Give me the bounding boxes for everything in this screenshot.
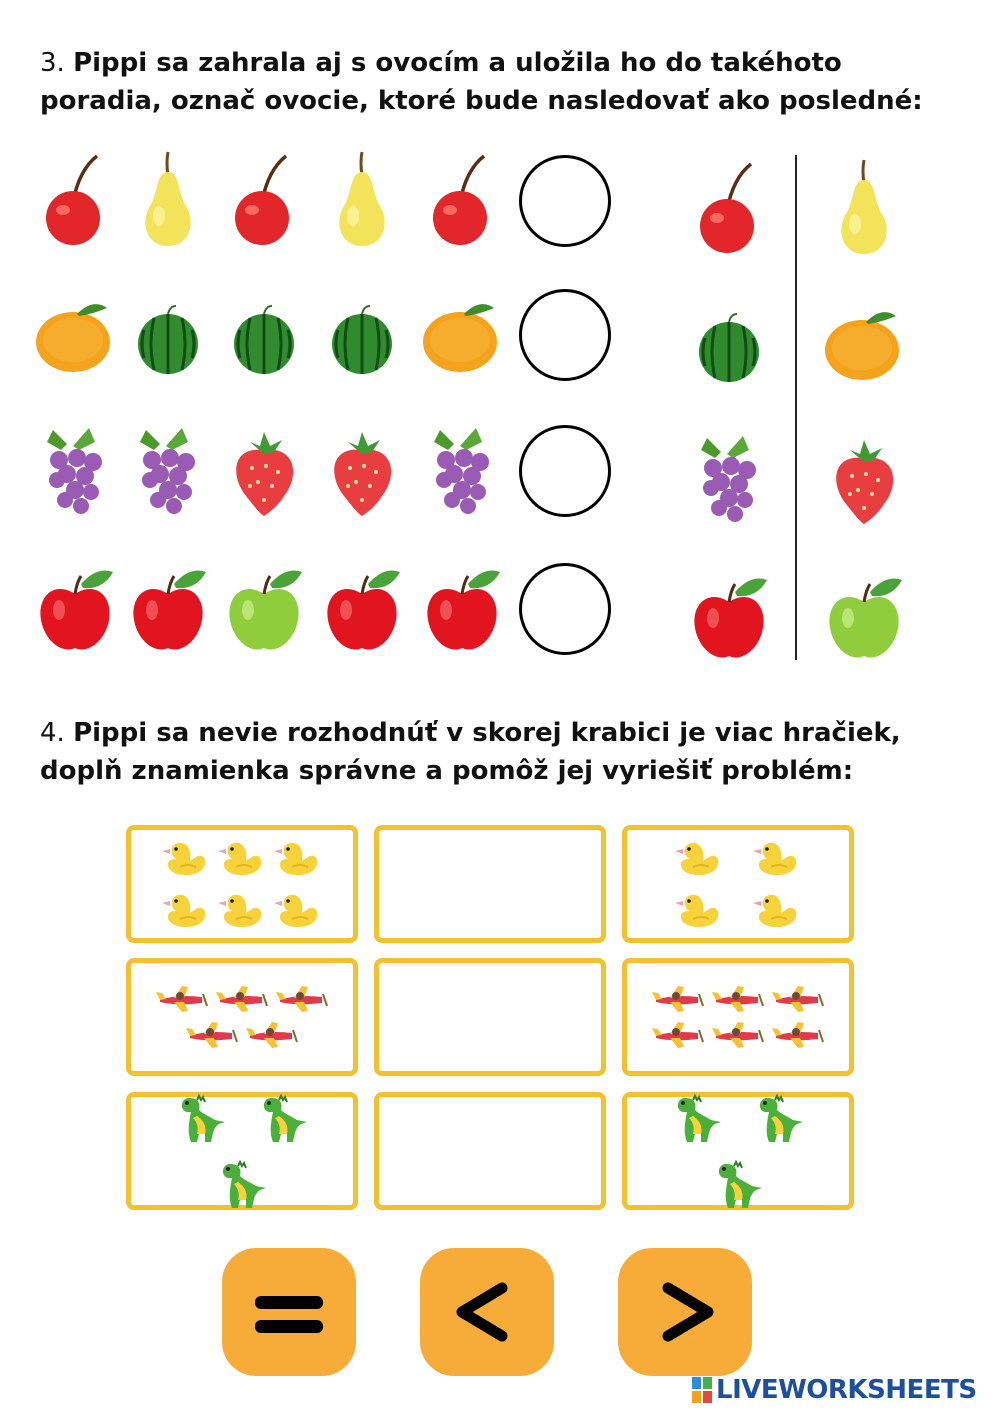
answer-circle-row-2[interactable]: [519, 289, 611, 381]
question-4-number: 4.: [40, 718, 65, 748]
green-apple-icon: [222, 558, 306, 658]
duck-toy-icon: [218, 887, 266, 937]
greater-than-sign-button[interactable]: [618, 1248, 752, 1376]
red-apple-icon: [126, 558, 210, 658]
dinosaur-toy-icon: [671, 1088, 723, 1152]
airplane-toy-icon: [772, 984, 824, 1018]
less-than-sign-button[interactable]: [420, 1248, 554, 1376]
duck-toy-icon: [274, 887, 322, 937]
pear-icon: [126, 150, 210, 250]
red-apple-icon: [420, 558, 504, 658]
strawberry-icon: [320, 420, 404, 520]
right-toy-box-row-2: [622, 958, 854, 1076]
question-4-text: [40, 714, 970, 790]
duck-toy-icon: [162, 835, 210, 885]
duck-toy-icon: [753, 887, 801, 937]
equals-sign-button[interactable]: [222, 1248, 356, 1376]
airplane-toy-icon: [652, 984, 704, 1018]
left-toy-box-row-1: [126, 825, 358, 943]
duck-toy-icon: [162, 887, 210, 937]
answer-circle-row-3[interactable]: [519, 425, 611, 517]
brand-name: LIVEWORKSHEETS: [716, 1375, 977, 1405]
answer-circle-row-4[interactable]: [519, 563, 611, 655]
option-red-apple-icon[interactable]: [687, 566, 771, 666]
red-apple-icon: [33, 558, 117, 658]
grapes-icon: [126, 420, 210, 520]
dinosaur-toy-icon: [712, 1154, 764, 1218]
option-strawberry-icon[interactable]: [822, 428, 906, 528]
option-watermelon-icon[interactable]: [687, 292, 771, 392]
option-cherry-icon[interactable]: [687, 158, 771, 258]
airplane-toy-icon: [186, 1020, 238, 1054]
dinosaur-toy-icon: [216, 1154, 268, 1218]
left-toy-box-row-2: [126, 958, 358, 1076]
option-green-apple-icon[interactable]: [822, 566, 906, 666]
dinosaur-toy-icon: [175, 1088, 227, 1152]
less-than-icon: [420, 1248, 554, 1376]
question-3-number: 3.: [40, 48, 65, 78]
dinosaur-toy-icon: [753, 1088, 805, 1152]
sign-drop-box-row-2[interactable]: [374, 958, 606, 1076]
airplane-toy-icon: [216, 984, 268, 1018]
duck-toy-icon: [274, 835, 322, 885]
cherry-icon: [222, 150, 306, 250]
airplane-toy-icon: [276, 984, 328, 1018]
cherry-icon: [33, 150, 117, 250]
liveworksheets-logo: [692, 1374, 977, 1406]
airplane-toy-icon: [246, 1020, 298, 1054]
right-toy-box-row-1: [622, 825, 854, 943]
grapes-icon: [33, 420, 117, 520]
option-pear-icon[interactable]: [822, 158, 906, 258]
sign-drop-box-row-3[interactable]: [374, 1092, 606, 1210]
orange-icon: [420, 284, 504, 384]
pear-icon: [320, 150, 404, 250]
sign-drop-box-row-1[interactable]: [374, 825, 606, 943]
duck-toy-icon: [675, 835, 723, 885]
airplane-toy-icon: [156, 984, 208, 1018]
orange-icon: [33, 284, 117, 384]
watermelon-icon: [320, 284, 404, 384]
duck-toy-icon: [218, 835, 266, 885]
left-toy-box-row-3: [126, 1092, 358, 1210]
grapes-icon: [420, 420, 504, 520]
duck-toy-icon: [675, 887, 723, 937]
equals-icon: [222, 1248, 356, 1376]
watermelon-icon: [126, 284, 210, 384]
cherry-icon: [420, 150, 504, 250]
red-apple-icon: [320, 558, 404, 658]
question-3-prompt: Pippi sa zahrala aj s ovocím a uložila ho do takéhoto poradia, označ ovocie, ktoré bude nasledovať ako posledné:: [40, 48, 923, 116]
option-grapes-icon[interactable]: [687, 428, 771, 528]
strawberry-icon: [222, 420, 306, 520]
question-4-prompt: Pippi sa nevie rozhodnúť v skorej krabici je viac hračiek, doplň znamienka správne a pomôž jej vyriešiť problém:: [40, 718, 901, 786]
question-3-text: [40, 44, 970, 120]
airplane-toy-icon: [712, 984, 764, 1018]
duck-toy-icon: [753, 835, 801, 885]
options-divider: [795, 155, 797, 660]
airplane-toy-icon: [652, 1020, 704, 1054]
right-toy-box-row-3: [622, 1092, 854, 1210]
greater-than-icon: [618, 1248, 752, 1376]
airplane-toy-icon: [772, 1020, 824, 1054]
airplane-toy-icon: [712, 1020, 764, 1054]
option-orange-icon[interactable]: [822, 292, 906, 392]
watermelon-icon: [222, 284, 306, 384]
answer-circle-row-1[interactable]: [519, 155, 611, 247]
dinosaur-toy-icon: [257, 1088, 309, 1152]
liveworksheets-mark-icon: [692, 1377, 712, 1403]
